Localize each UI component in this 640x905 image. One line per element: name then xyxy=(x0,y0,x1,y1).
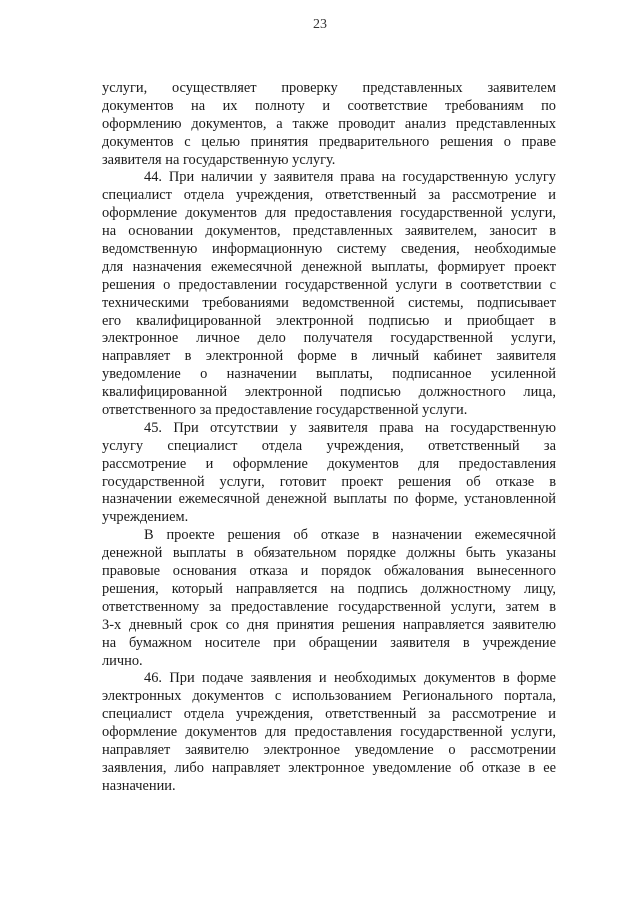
paragraph-45-refusal xyxy=(102,527,556,670)
text-line: документов на их полноту и соответствие требованиям по xyxy=(102,97,556,114)
text-line: 44. При наличии у заявителя права на государственную услугу xyxy=(144,169,556,186)
text-line: оформление документов для предоставления государственной услуги, xyxy=(102,724,556,741)
text-line: государственной услуги, готовит проект решения об отказе в xyxy=(102,473,556,490)
text-line: решения, который направляется на подпись должностному лицу, xyxy=(102,580,556,597)
text-line: решения о предоставлении государственной услуги в соответствии с xyxy=(102,276,556,293)
text-line: В проекте решения об отказе в назначении ежемесячной xyxy=(144,527,556,544)
text-line: направляет в электронной форме в личный кабинет заявителя xyxy=(102,348,556,365)
text-line: назначении ежемесячной денежной выплаты по форме, установленной xyxy=(102,491,556,508)
text-line: электронное личное дело получателя государственной услуги, xyxy=(102,330,556,347)
text-line: рассмотрение и оформление документов для предоставления xyxy=(102,455,556,472)
text-line: уведомление о назначении выплаты, подписанное усиленной xyxy=(102,366,556,383)
text-line: его квалифицированной электронной подписью и приобщает в xyxy=(102,312,556,329)
text-line: правовые основания отказа и порядок обжалования вынесенного xyxy=(102,563,556,580)
text-line: услугу специалист отдела учреждения, ответственный за xyxy=(102,437,556,454)
paragraph-44 xyxy=(102,169,556,419)
text-line: специалист отдела учреждения, ответственный за рассмотрение и xyxy=(102,187,556,204)
text-line: на основании документов, представленных заявителем, заносит в xyxy=(102,223,556,240)
text-line: 3-х дневный срок со дня принятия решения направляется заявителю xyxy=(102,616,556,633)
text-line: для назначения ежемесячной денежной выплаты, формирует проект xyxy=(102,258,556,275)
text-line: оформлению документов, а также проводит анализ представленных xyxy=(102,115,556,132)
paragraph-continuation xyxy=(102,80,556,169)
text-line: услуги, осуществляет проверку представленных заявителем xyxy=(102,80,556,96)
text-line: квалифицированной электронной подписью должностного лица, xyxy=(102,384,556,401)
text-line: учреждением. xyxy=(102,509,189,526)
text-line: денежной выплаты в обязательном порядке должны быть указаны xyxy=(102,545,556,562)
paragraph-45 xyxy=(102,420,556,527)
text-line: заявителя на государственную услугу. xyxy=(102,151,336,168)
text-line: 46. При подаче заявления и необходимых документов в форме xyxy=(144,670,556,687)
text-line: специалист отдела учреждения, ответственный за рассмотрение и xyxy=(102,706,556,723)
text-line: заявления, либо направляет электронное уведомление об отказе в ее xyxy=(102,759,556,776)
text-line: техническими требованиями ведомственной системы, подписывает xyxy=(102,294,556,311)
text-line: направляет заявителю электронное уведомление о рассмотрении xyxy=(102,741,556,758)
text-line: ответственному за предоставление государственной услуги, затем в xyxy=(102,598,556,615)
text-line: ответственного за предоставление государственной услуги. xyxy=(102,402,468,419)
text-line: 45. При отсутствии у заявителя права на государственную xyxy=(144,419,556,436)
text-line: на бумажном носителе при обращении заявителя в учреждение xyxy=(102,634,556,651)
text-line: оформление документов для предоставления государственной услуги, xyxy=(102,205,556,222)
paragraph-46 xyxy=(102,670,556,795)
text-line: документов с целью принятия предварительного решения о праве xyxy=(102,133,556,150)
text-line: лично. xyxy=(102,652,143,669)
text-line: электронных документов с использованием Регионального портала, xyxy=(102,688,556,705)
text-line: назначении. xyxy=(102,777,176,794)
text-line: ведомственную информационную систему сведения, необходимые xyxy=(102,241,556,258)
document-body xyxy=(102,80,556,796)
page-number: 23 xyxy=(313,17,327,32)
